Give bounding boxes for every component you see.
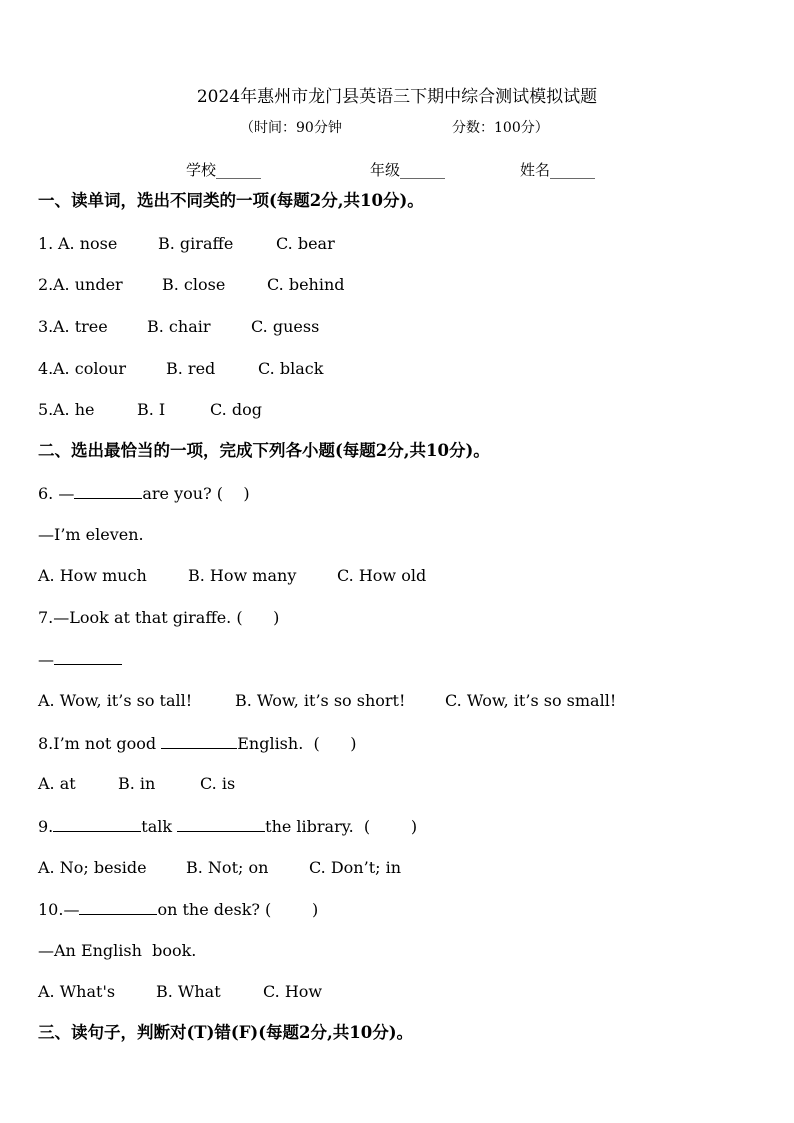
stem-prefix: 10.— (38, 900, 80, 919)
stem-prefix: 6. — (38, 484, 75, 503)
question-number: 3. (38, 317, 54, 336)
section-2-heading: 二、选出最恰当的一项，完成下列各小题(每题2分,共10分)。 (38, 441, 490, 460)
reply-dash: — (38, 650, 54, 669)
option-a: A. tree (53, 317, 108, 336)
option-c: C. is (200, 774, 236, 793)
question-number: 4. (38, 359, 54, 378)
option-b: B. red (166, 359, 216, 378)
option-b: B. giraffe (158, 234, 234, 253)
question-number: 5. (38, 400, 54, 419)
answer-blank[interactable] (74, 483, 142, 499)
option-b: B. How many (188, 566, 297, 585)
option-c: C. Don’t; in (309, 858, 402, 877)
stem-suffix: English. ( ) (237, 734, 357, 753)
answer-blank[interactable] (54, 649, 122, 665)
stem-middle: talk (141, 817, 178, 836)
dialogue-reply (38, 649, 122, 670)
option-b: B. close (162, 275, 226, 294)
section-3-heading: 三、读句子，判断对(T)错(F)(每题2分,共10分)。 (38, 1023, 414, 1042)
dialogue-reply: —I’m eleven. (38, 525, 144, 544)
question-number: 2. (38, 275, 54, 294)
answer-blank[interactable] (161, 733, 237, 749)
option-c: C. How old (337, 566, 427, 585)
option-b: B. in (118, 774, 156, 793)
section-1-heading: 一、读单词，选出不同类的一项(每题2分,共10分)。 (38, 191, 424, 210)
question-stem (38, 483, 250, 504)
question-stem (38, 816, 417, 837)
option-a: A. What's (38, 982, 116, 1001)
option-b: B. What (156, 982, 221, 1001)
option-a: A. he (53, 400, 95, 419)
option-a: A. No; beside (38, 858, 147, 877)
option-c: C. Wow, it’s so small! (445, 691, 617, 710)
stem-suffix: the library. ( ) (265, 817, 418, 836)
stem-prefix: 8.I’m not good (38, 734, 162, 753)
option-c: C. black (258, 359, 324, 378)
option-b: B. Not; on (186, 858, 269, 877)
exam-title: 2024年惠州市龙门县英语三下期中综合测试模拟试题 (196, 87, 598, 107)
answer-blank-2[interactable] (177, 816, 265, 832)
option-b: B. chair (147, 317, 211, 336)
option-b: B. I (137, 400, 166, 419)
name-field: 姓名______ (520, 161, 596, 179)
option-a: A. under (53, 275, 123, 294)
stem-prefix: 9. (38, 817, 54, 836)
option-b: B. Wow, it’s so short! (235, 691, 406, 710)
score-label: 分数：100分） (452, 120, 549, 136)
answer-blank-1[interactable] (53, 816, 141, 832)
stem-suffix: on the desk? ( ) (157, 900, 319, 919)
option-c: C. behind (267, 275, 345, 294)
option-a: A. Wow, it’s so tall! (38, 691, 193, 710)
question-number: 1. (38, 234, 59, 253)
dialogue-reply: —An English book. (38, 941, 197, 960)
stem-suffix: are you? ( ) (142, 484, 250, 503)
grade-field: 年级______ (370, 161, 446, 179)
option-c: C. How (263, 982, 323, 1001)
option-a: A. nose (58, 234, 118, 253)
option-c: C. dog (210, 400, 262, 419)
answer-blank[interactable] (79, 899, 157, 915)
question-stem: 7.—Look at that giraffe. ( ) (38, 608, 280, 627)
option-a: A. colour (53, 359, 127, 378)
question-stem (38, 733, 356, 754)
option-c: C. bear (276, 234, 335, 253)
school-field: 学校______ (186, 161, 262, 179)
option-c: C. guess (251, 317, 320, 336)
question-stem (38, 899, 318, 920)
time-label: （时间：90分钟 (240, 120, 342, 136)
option-a: A. at (38, 774, 76, 793)
option-a: A. How much (38, 566, 147, 585)
